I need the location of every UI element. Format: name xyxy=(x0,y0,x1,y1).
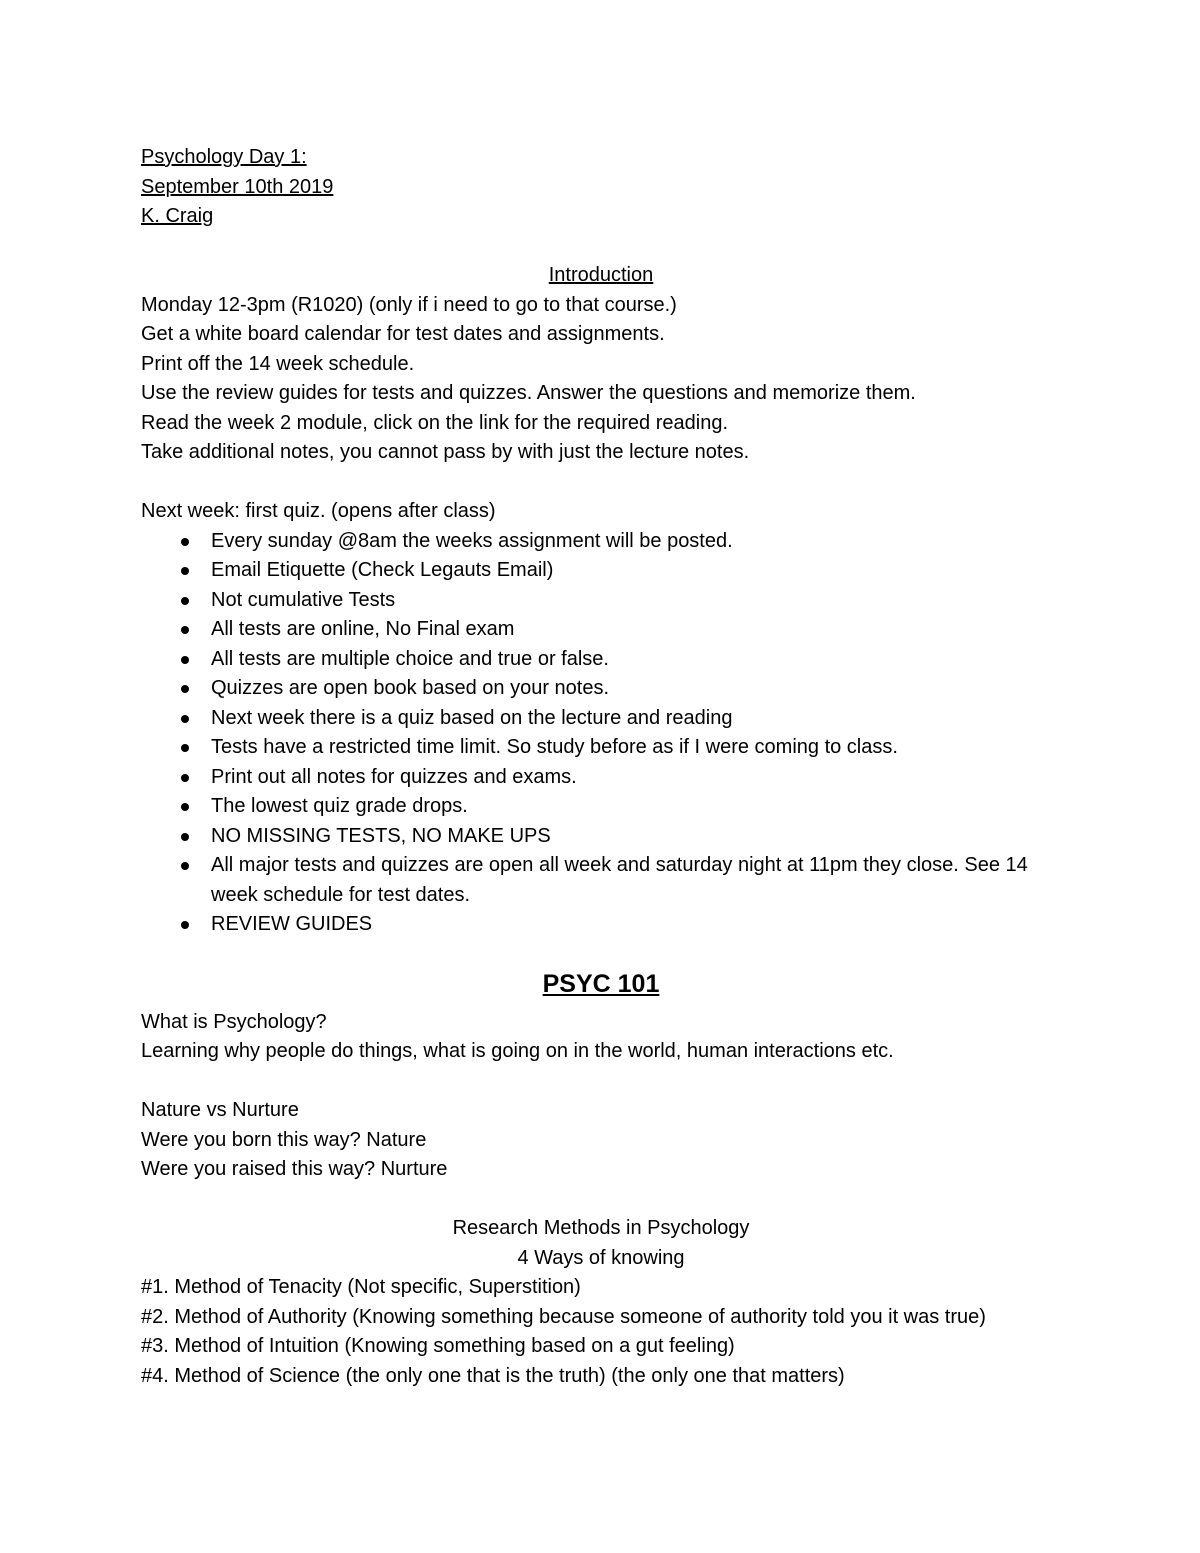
course-question: What is Psychology? xyxy=(141,1010,327,1033)
bullet-item: REVIEW GUIDES xyxy=(211,910,1061,940)
spacer xyxy=(141,1185,1061,1215)
spacer xyxy=(141,1067,1061,1097)
bullet-item: NO MISSING TESTS, NO MAKE UPS xyxy=(211,822,1061,852)
document-page xyxy=(141,143,1061,1391)
intro-line: Use the review guides for tests and quizzes. Answer the questions and memorize them. xyxy=(141,382,916,404)
nature-line: Were you born this way? Nature xyxy=(141,1128,427,1151)
research-title: Research Methods in Psychology xyxy=(452,1217,750,1239)
research-method: #4. Method of Science (the only one that is the truth) (the only one that matters) xyxy=(141,1364,845,1387)
bullet-item: Next week there is a quiz based on the lecture and reading xyxy=(211,704,1061,734)
nature-title: Nature vs Nurture xyxy=(141,1099,299,1121)
bullet-item: Tests have a restricted time limit. So study before as if I were coming to class. xyxy=(211,733,1061,763)
research-method: #1. Method of Tenacity (Not specific, Superstition) xyxy=(141,1276,581,1298)
intro-line: Take additional notes, you cannot pass by with just the lecture notes. xyxy=(141,441,750,463)
intro-line: Get a white board calendar for test dates and assignments. xyxy=(141,323,665,345)
course-heading: PSYC 101 xyxy=(542,969,660,998)
bullet-item: All major tests and quizzes are open all week and saturday night at 11pm they close. See 14 week schedule for test dates. xyxy=(211,851,1041,910)
document-title: Psychology Day 1: xyxy=(141,146,307,168)
spacer xyxy=(141,468,1061,498)
bullet-item: The lowest quiz grade drops. xyxy=(211,792,1061,822)
intro-heading xyxy=(141,261,1061,291)
bullet-item: All tests are multiple choice and true or false. xyxy=(211,645,1061,675)
nature-line: Were you raised this way? Nurture xyxy=(141,1158,448,1180)
intro-heading-text: Introduction xyxy=(548,264,654,286)
bullet-item: Every sunday @8am the weeks assignment will be posted. xyxy=(211,527,1061,557)
intro-line: Print off the 14 week schedule. xyxy=(141,352,415,375)
bullet-item: All tests are online, No Final exam xyxy=(211,615,1061,645)
research-method: #2. Method of Authority (Knowing something because someone of authority told you it was true) xyxy=(141,1305,986,1328)
bullet-item: Email Etiquette (Check Legauts Email) xyxy=(211,556,1061,586)
bullet-item: Not cumulative Tests xyxy=(211,586,1061,616)
document-author: K. Craig xyxy=(141,205,214,227)
next-week-bullet-list xyxy=(141,527,1061,940)
bullet-item: Print out all notes for quizzes and exams. xyxy=(211,763,1061,793)
research-subtitle: 4 Ways of knowing xyxy=(517,1246,685,1269)
course-answer: Learning why people do things, what is going on in the world, human interactions etc. xyxy=(141,1040,894,1062)
next-week-label: Next week: first quiz. (opens after class) xyxy=(141,500,496,522)
research-method: #3. Method of Intuition (Knowing something based on a gut feeling) xyxy=(141,1335,735,1357)
document-date: September 10th 2019 xyxy=(141,175,334,198)
bullet-item: Quizzes are open book based on your notes. xyxy=(211,674,1061,704)
intro-line: Read the week 2 module, click on the link for the required reading. xyxy=(141,411,729,434)
intro-line: Monday 12-3pm (R1020) (only if i need to go to that course.) xyxy=(141,293,677,316)
spacer xyxy=(141,232,1061,262)
